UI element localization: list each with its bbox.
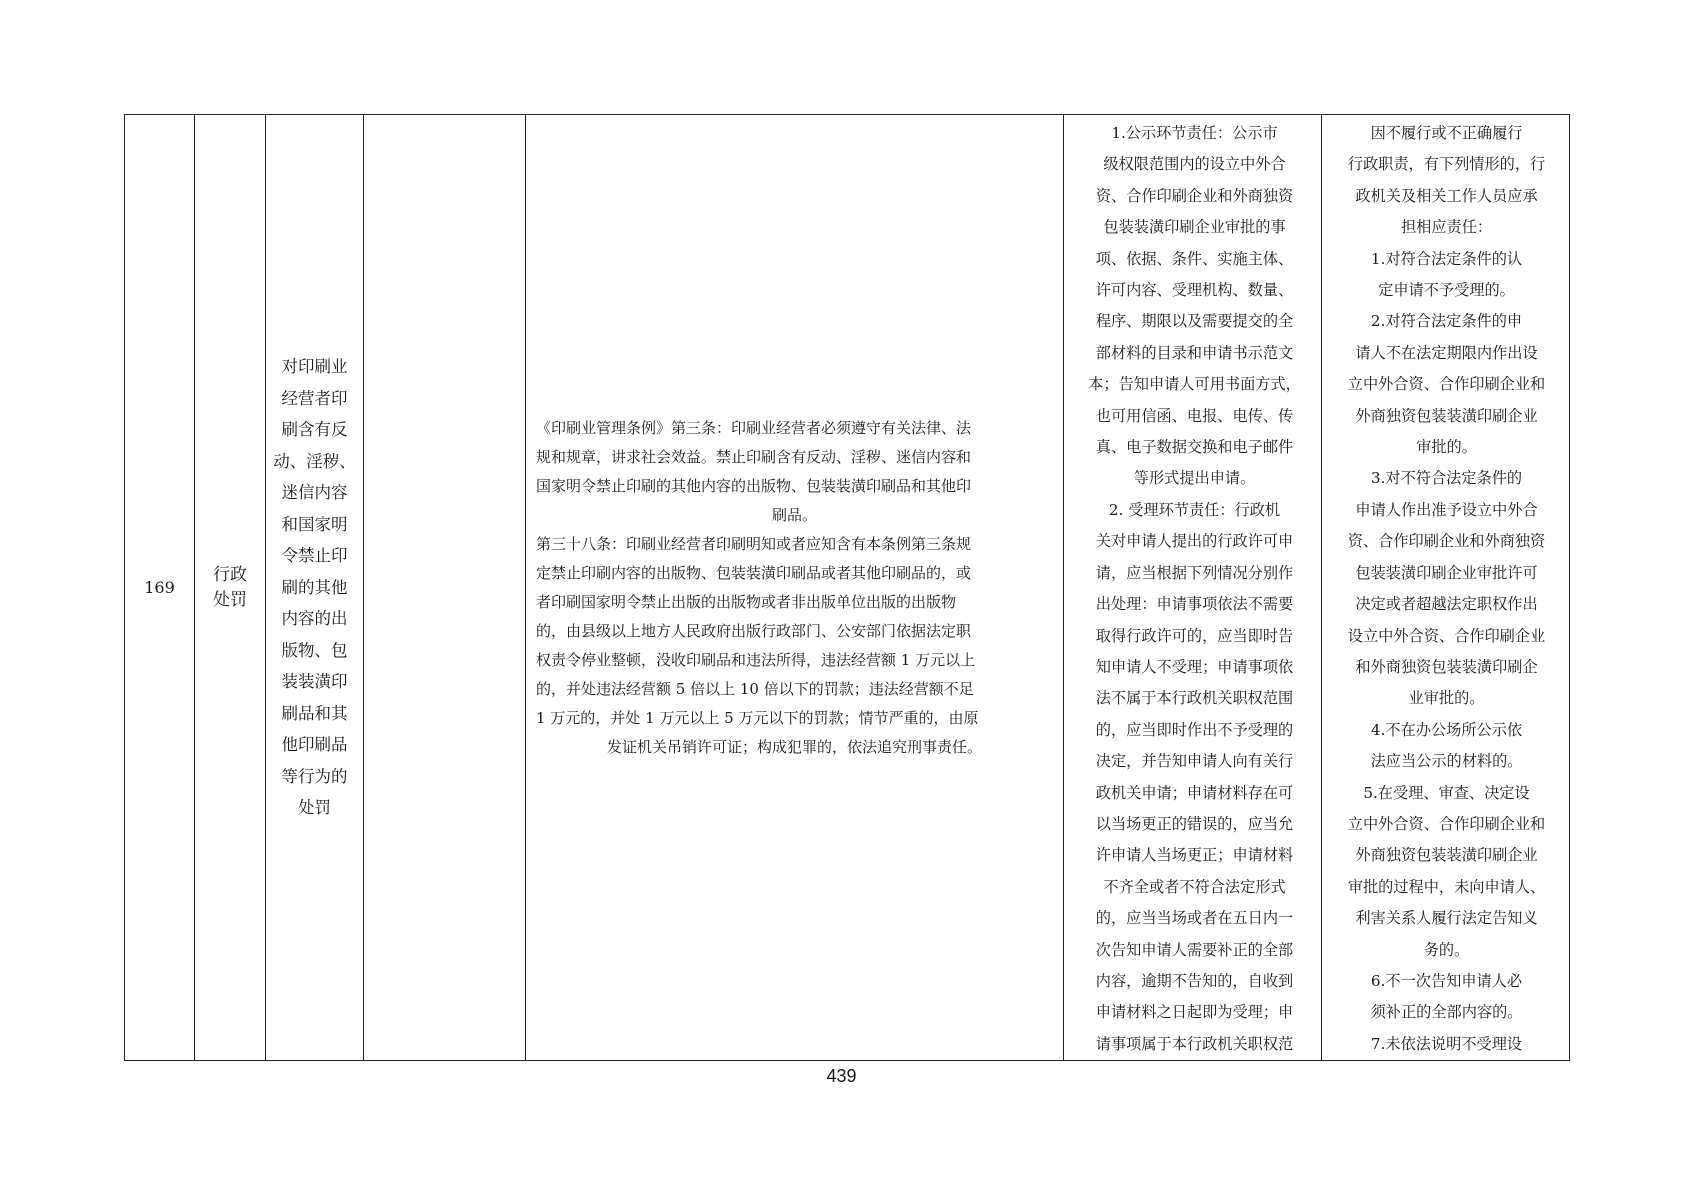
responsibility-line: 法不属于本行政机关职权范围 (1095, 689, 1294, 708)
responsibility-line: 2. 受理环节责任：行政机 (1108, 500, 1281, 519)
responsibility-line: 真、电子数据交换和电子邮件 (1095, 438, 1294, 457)
legal-basis-line: 《印刷业管理条例》第三条：印刷业经营者必须遵守有关法律、法 (536, 418, 972, 437)
liability-line: 设立中外合资、合作印刷企业 (1347, 626, 1546, 645)
liability-line: 担相应责任： (1400, 218, 1493, 237)
item-name-line: 对印刷业 (281, 357, 348, 377)
item-name-line: 动、淫秽、 (273, 451, 356, 471)
liability-line: 利害关系人履行法定告知义 (1355, 909, 1538, 928)
responsibility-line: 申请材料之日起即为受理；申 (1095, 1003, 1294, 1022)
liability-line: 行政职责，有下列情形的，行 (1347, 155, 1546, 174)
legal-basis-line: 第三十八条：印刷业经营者印刷明知或者应知含有本条例第三条规 (536, 534, 972, 553)
sub-item-cell (364, 115, 526, 1061)
liability-line: 请人不在法定期限内作出设 (1355, 343, 1538, 362)
liability-line: 决定或者超越法定职权作出 (1355, 595, 1538, 614)
responsibility-line: 请，应当根据下列情况分别作 (1095, 563, 1294, 582)
item-name-line: 刷品和其 (281, 703, 348, 723)
responsibility-line: 包装装潢印刷企业审批的事 (1103, 218, 1286, 237)
responsibility-line: 本；告知申请人可用书面方式， (1088, 375, 1301, 394)
liability-line: 立中外合资、合作印刷企业和 (1347, 375, 1546, 394)
liability-line: 须补正的全部内容的。 (1370, 1003, 1523, 1022)
row-number: 169 (144, 578, 175, 598)
liability-line: 外商独资包装装潢印刷企业 (1355, 846, 1538, 865)
responsibility-line: 不齐全或者不符合法定形式 (1103, 877, 1286, 896)
item-name-line: 刷的其他 (281, 577, 348, 597)
responsibility-line: 许申请人当场更正；申请材料 (1095, 846, 1294, 865)
liability-line: 1.对符合法定条件的认 (1370, 249, 1523, 268)
liability-line: 因不履行或不正确履行 (1370, 124, 1523, 142)
liability-line: 6.不一次告知申请人必 (1370, 971, 1523, 990)
item-name-line: 和国家明 (281, 514, 348, 534)
responsibility-line: 的，应当当场或者在五日内一 (1095, 909, 1294, 928)
responsibility-line: 1.公示环节责任：公示市 (1111, 124, 1278, 142)
table-row (125, 115, 1570, 1061)
responsibility-line: 的，应当即时作出不予受理的 (1095, 720, 1294, 739)
legal-basis-line: 国家明令禁止印刷的其他内容的出版物、包装装潢印刷品和其他印 (536, 476, 972, 495)
liability-line: 包装装潢印刷企业审批许可 (1355, 563, 1538, 582)
responsibility-line: 知申请人不受理；申请事项依 (1095, 657, 1294, 676)
liability-cell (1322, 115, 1570, 1061)
power-type-line: 行政 (213, 564, 247, 585)
liability-line: 外商独资包装装潢印刷企业 (1355, 406, 1538, 425)
legal-basis-line: 的，并处违法经营额 5 倍以上 10 倍以下的罚款；违法经营额不足 (536, 679, 974, 698)
legal-basis-line: 规和规章，讲求社会效益。禁止印刷含有反动、淫秽、迷信内容和 (536, 447, 972, 466)
responsibility-line: 内容，逾期不告知的，自收到 (1095, 971, 1294, 990)
item-name-line: 迷信内容 (281, 483, 348, 503)
power-type-line: 处罚 (213, 589, 247, 610)
liability-line: 和外商独资包装装潢印刷企 (1355, 657, 1538, 676)
row-number-cell (125, 115, 195, 1061)
item-name-cell (266, 115, 364, 1061)
legal-basis-line: 刷品。 (771, 505, 817, 524)
liability-line: 4.不在办公场所公示依 (1370, 720, 1523, 739)
responsibility-line: 决定，并告知申请人向有关行 (1095, 752, 1294, 771)
liability-line: 法应当公示的材料的。 (1370, 752, 1523, 771)
responsibility-line: 项、依据、条件、实施主体、 (1095, 249, 1294, 268)
item-name-line: 经营者印 (281, 388, 348, 408)
responsibility-line: 请事项属于本行政机关职权范 (1095, 1034, 1294, 1053)
liability-line: 立中外合资、合作印刷企业和 (1347, 814, 1546, 833)
responsibility-line: 次告知申请人需要补正的全部 (1095, 940, 1294, 959)
liability-line: 资、合作印刷企业和外商独资 (1347, 532, 1546, 551)
liability-line: 政机关及相关工作人员应承 (1355, 186, 1538, 205)
liability-line: 审批的过程中，未向申请人、 (1347, 877, 1546, 896)
responsibility-line: 部材料的目录和申请书示范文 (1095, 343, 1294, 362)
responsibility-line: 关对申请人提出的行政许可申 (1095, 532, 1294, 551)
responsibility-line: 政机关申请；申请材料存在可 (1095, 783, 1294, 802)
item-name-line: 处罚 (298, 798, 331, 818)
responsibility-line: 出处理：申请事项依法不需要 (1095, 595, 1294, 614)
legal-basis-line: 1 万元的，并处 1 万元以上 5 万元以下的罚款；情节严重的，由原 (536, 708, 979, 727)
item-name-line: 版物、包 (281, 640, 348, 660)
responsibility-line: 也可用信函、电报、电传、传 (1095, 406, 1294, 425)
responsibility-cell (1064, 115, 1322, 1061)
liability-line: 7.未依法说明不受理设 (1370, 1034, 1523, 1053)
liability-line: 申请人作出准予设立中外合 (1355, 500, 1538, 519)
item-name-line: 内容的出 (281, 609, 348, 629)
liability-line: 3.对不符合法定条件的 (1370, 469, 1523, 488)
responsibility-line: 以当场更正的错误的，应当允 (1095, 814, 1294, 833)
responsibility-line: 等形式提出申请。 (1133, 469, 1256, 488)
item-name-line: 装装潢印 (281, 672, 348, 692)
item-name-line: 刷含有反 (281, 420, 348, 440)
liability-line: 定申请不予受理的。 (1378, 281, 1515, 300)
responsibility-line: 许可内容、受理机构、数量、 (1095, 281, 1294, 300)
power-type-cell (195, 115, 266, 1061)
liability-line: 2.对符合法定条件的申 (1370, 312, 1523, 331)
responsibility-line: 取得行政许可的，应当即时告 (1095, 626, 1294, 645)
legal-basis-line: 权责令停业整顿，没收印刷品和违法所得，违法经营额 1 万元以上 (536, 650, 976, 669)
responsibility-line: 程序、期限以及需要提交的全 (1095, 312, 1294, 331)
responsibility-line: 级权限范围内的设立中外合 (1103, 155, 1286, 174)
legal-basis-line: 定禁止印刷内容的出版物、包装装潢印刷品或者其他印刷品的，或 (536, 563, 972, 582)
liability-line: 业审批的。 (1408, 689, 1485, 708)
page-number: 439 (826, 1066, 857, 1086)
authority-table (124, 114, 1570, 1061)
legal-basis-line: 者印刷国家明令禁止出版的出版物或者非出版单位出版的出版物 (536, 592, 957, 611)
liability-line: 务的。 (1423, 940, 1470, 959)
legal-basis-line: 的，由县级以上地方人民政府出版行政部门、公安部门依据法定职 (536, 621, 972, 640)
item-name-line: 令禁止印 (281, 546, 348, 566)
responsibility-line: 资、合作印刷企业和外商独资 (1095, 186, 1294, 205)
liability-line: 审批的。 (1416, 438, 1477, 457)
item-name-line: 等行为的 (281, 766, 348, 786)
liability-line: 5.在受理、审查、决定设 (1363, 783, 1530, 802)
legal-basis-line: 发证机关吊销许可证；构成犯罪的，依法追究刑事责任。 (606, 737, 982, 756)
item-name-line: 他印刷品 (281, 735, 348, 755)
legal-basis-cell (526, 115, 1064, 1061)
